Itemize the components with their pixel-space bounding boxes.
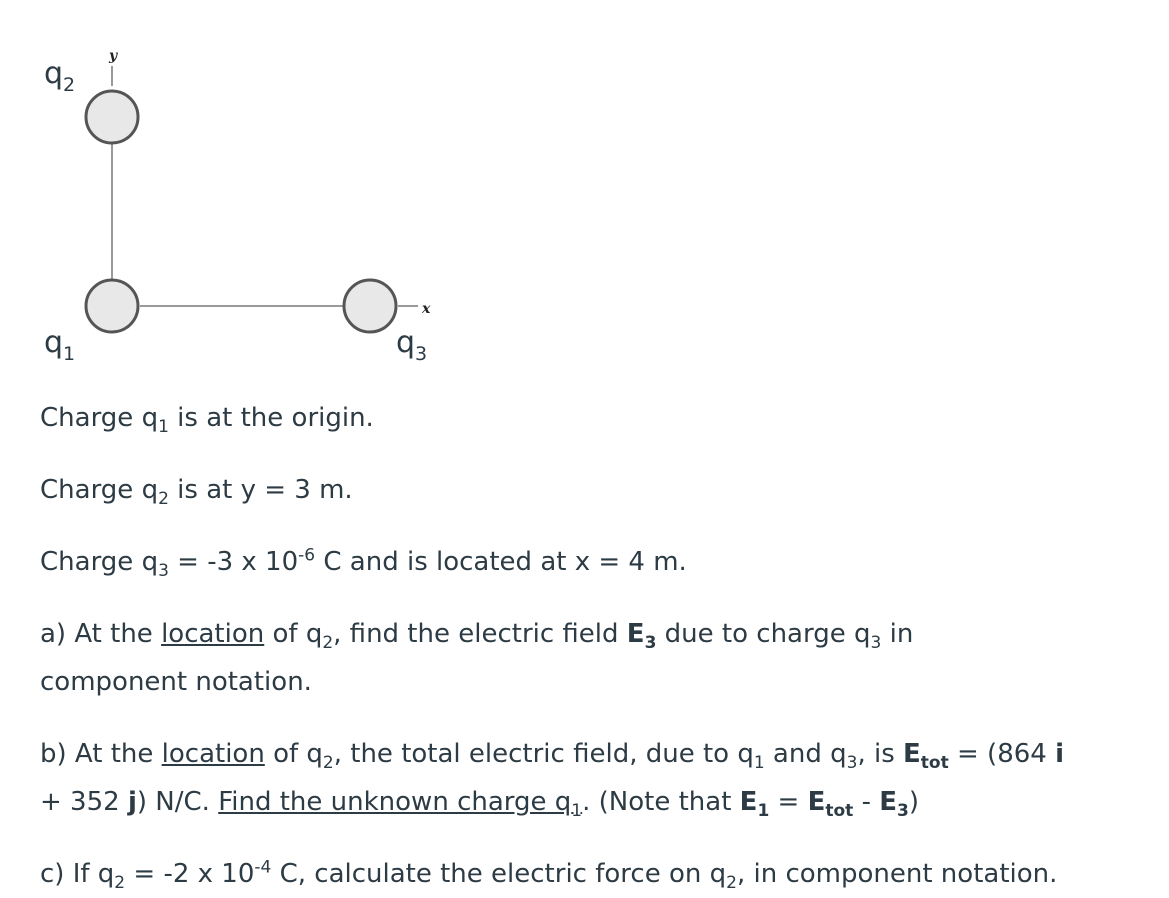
text: of q xyxy=(264,739,323,769)
text: is at y = 3 m. xyxy=(168,475,353,505)
field-symbol: E xyxy=(903,739,921,769)
text: ) N/C. xyxy=(136,787,219,817)
x-axis-label: x xyxy=(422,301,431,317)
subscript: 2 xyxy=(322,633,334,654)
question-part-c xyxy=(40,850,1057,898)
question-part-b xyxy=(40,730,1064,826)
statement-q1-location xyxy=(40,394,374,442)
part-b-line-2 xyxy=(40,778,1064,826)
label-q1: $q_1$ xyxy=(44,325,76,365)
location-link[interactable]: location xyxy=(161,739,265,769)
subscript: 3 xyxy=(846,753,858,774)
field-symbol: E xyxy=(807,787,826,817)
text: b) At the xyxy=(40,739,162,769)
subscript: 1 xyxy=(571,801,583,822)
subscript: 3 xyxy=(897,801,909,822)
location-link[interactable]: location xyxy=(161,619,265,649)
charge-q1-circle xyxy=(86,280,138,332)
superscript: -6 xyxy=(298,545,316,566)
field-symbol: E xyxy=(626,619,645,649)
subscript: 2 xyxy=(114,873,126,894)
subscript: 2 xyxy=(726,873,737,894)
unit-vector-i: i xyxy=(1055,739,1065,769)
subscript: 1 xyxy=(753,753,765,774)
text: - xyxy=(853,787,880,817)
subscript: 1 xyxy=(757,801,770,822)
statement-q2-location xyxy=(40,466,353,514)
text: = -3 x 10 xyxy=(168,547,299,577)
text: is at the origin. xyxy=(168,403,374,433)
text: component notation. xyxy=(40,667,312,697)
text: C and is located at x = 4 m. xyxy=(315,547,687,577)
unit-vector-j: j xyxy=(127,787,137,817)
text: Charge q xyxy=(40,403,159,433)
subscript: 3 xyxy=(644,633,657,654)
question-part-a xyxy=(40,610,913,706)
text: , in component notation. xyxy=(736,859,1058,889)
field-symbol: E xyxy=(739,787,758,817)
subscript: 2 xyxy=(158,489,169,510)
text: . (Note that xyxy=(582,787,740,817)
text: Find the unknown charge q xyxy=(218,787,572,817)
charge-diagram xyxy=(0,0,480,380)
subscript: 3 xyxy=(870,633,882,654)
part-a-line-1 xyxy=(40,610,913,658)
text: , is xyxy=(857,739,904,769)
text: + 352 xyxy=(40,787,128,817)
label-q2: $q_2$ xyxy=(44,56,76,96)
charge-q3-circle xyxy=(344,280,396,332)
text: = xyxy=(769,787,808,817)
text: C, calculate the electric force on q xyxy=(271,859,727,889)
y-axis-label: y xyxy=(109,48,118,64)
charge-q2-circle xyxy=(86,91,138,143)
text: = (864 xyxy=(948,739,1056,769)
part-a-line-2 xyxy=(40,658,913,706)
part-b-line-1 xyxy=(40,730,1064,778)
text: in xyxy=(881,619,914,649)
text: c) If q xyxy=(40,859,115,889)
text: = -2 x 10 xyxy=(125,859,255,889)
subscript: tot xyxy=(920,753,949,774)
text: a) At the xyxy=(40,619,162,649)
text: , the total electric field, due to q xyxy=(333,739,754,769)
subscript: tot xyxy=(825,801,854,822)
statement-q3-value xyxy=(40,538,687,586)
text: Charge q xyxy=(40,547,159,577)
text: of q xyxy=(264,619,323,649)
text: , find the electric field xyxy=(333,619,627,649)
subscript: 3 xyxy=(158,561,169,582)
text: Charge q xyxy=(40,475,159,505)
field-symbol: E xyxy=(879,787,897,817)
text: ) xyxy=(908,787,919,817)
text: due to charge q xyxy=(656,619,871,649)
label-q3: $q_3$ xyxy=(396,325,428,365)
subscript: 1 xyxy=(158,417,169,438)
superscript: -4 xyxy=(254,857,272,878)
subscript: 2 xyxy=(322,753,334,774)
find-charge-link[interactable] xyxy=(218,787,583,822)
text: and q xyxy=(764,739,847,769)
